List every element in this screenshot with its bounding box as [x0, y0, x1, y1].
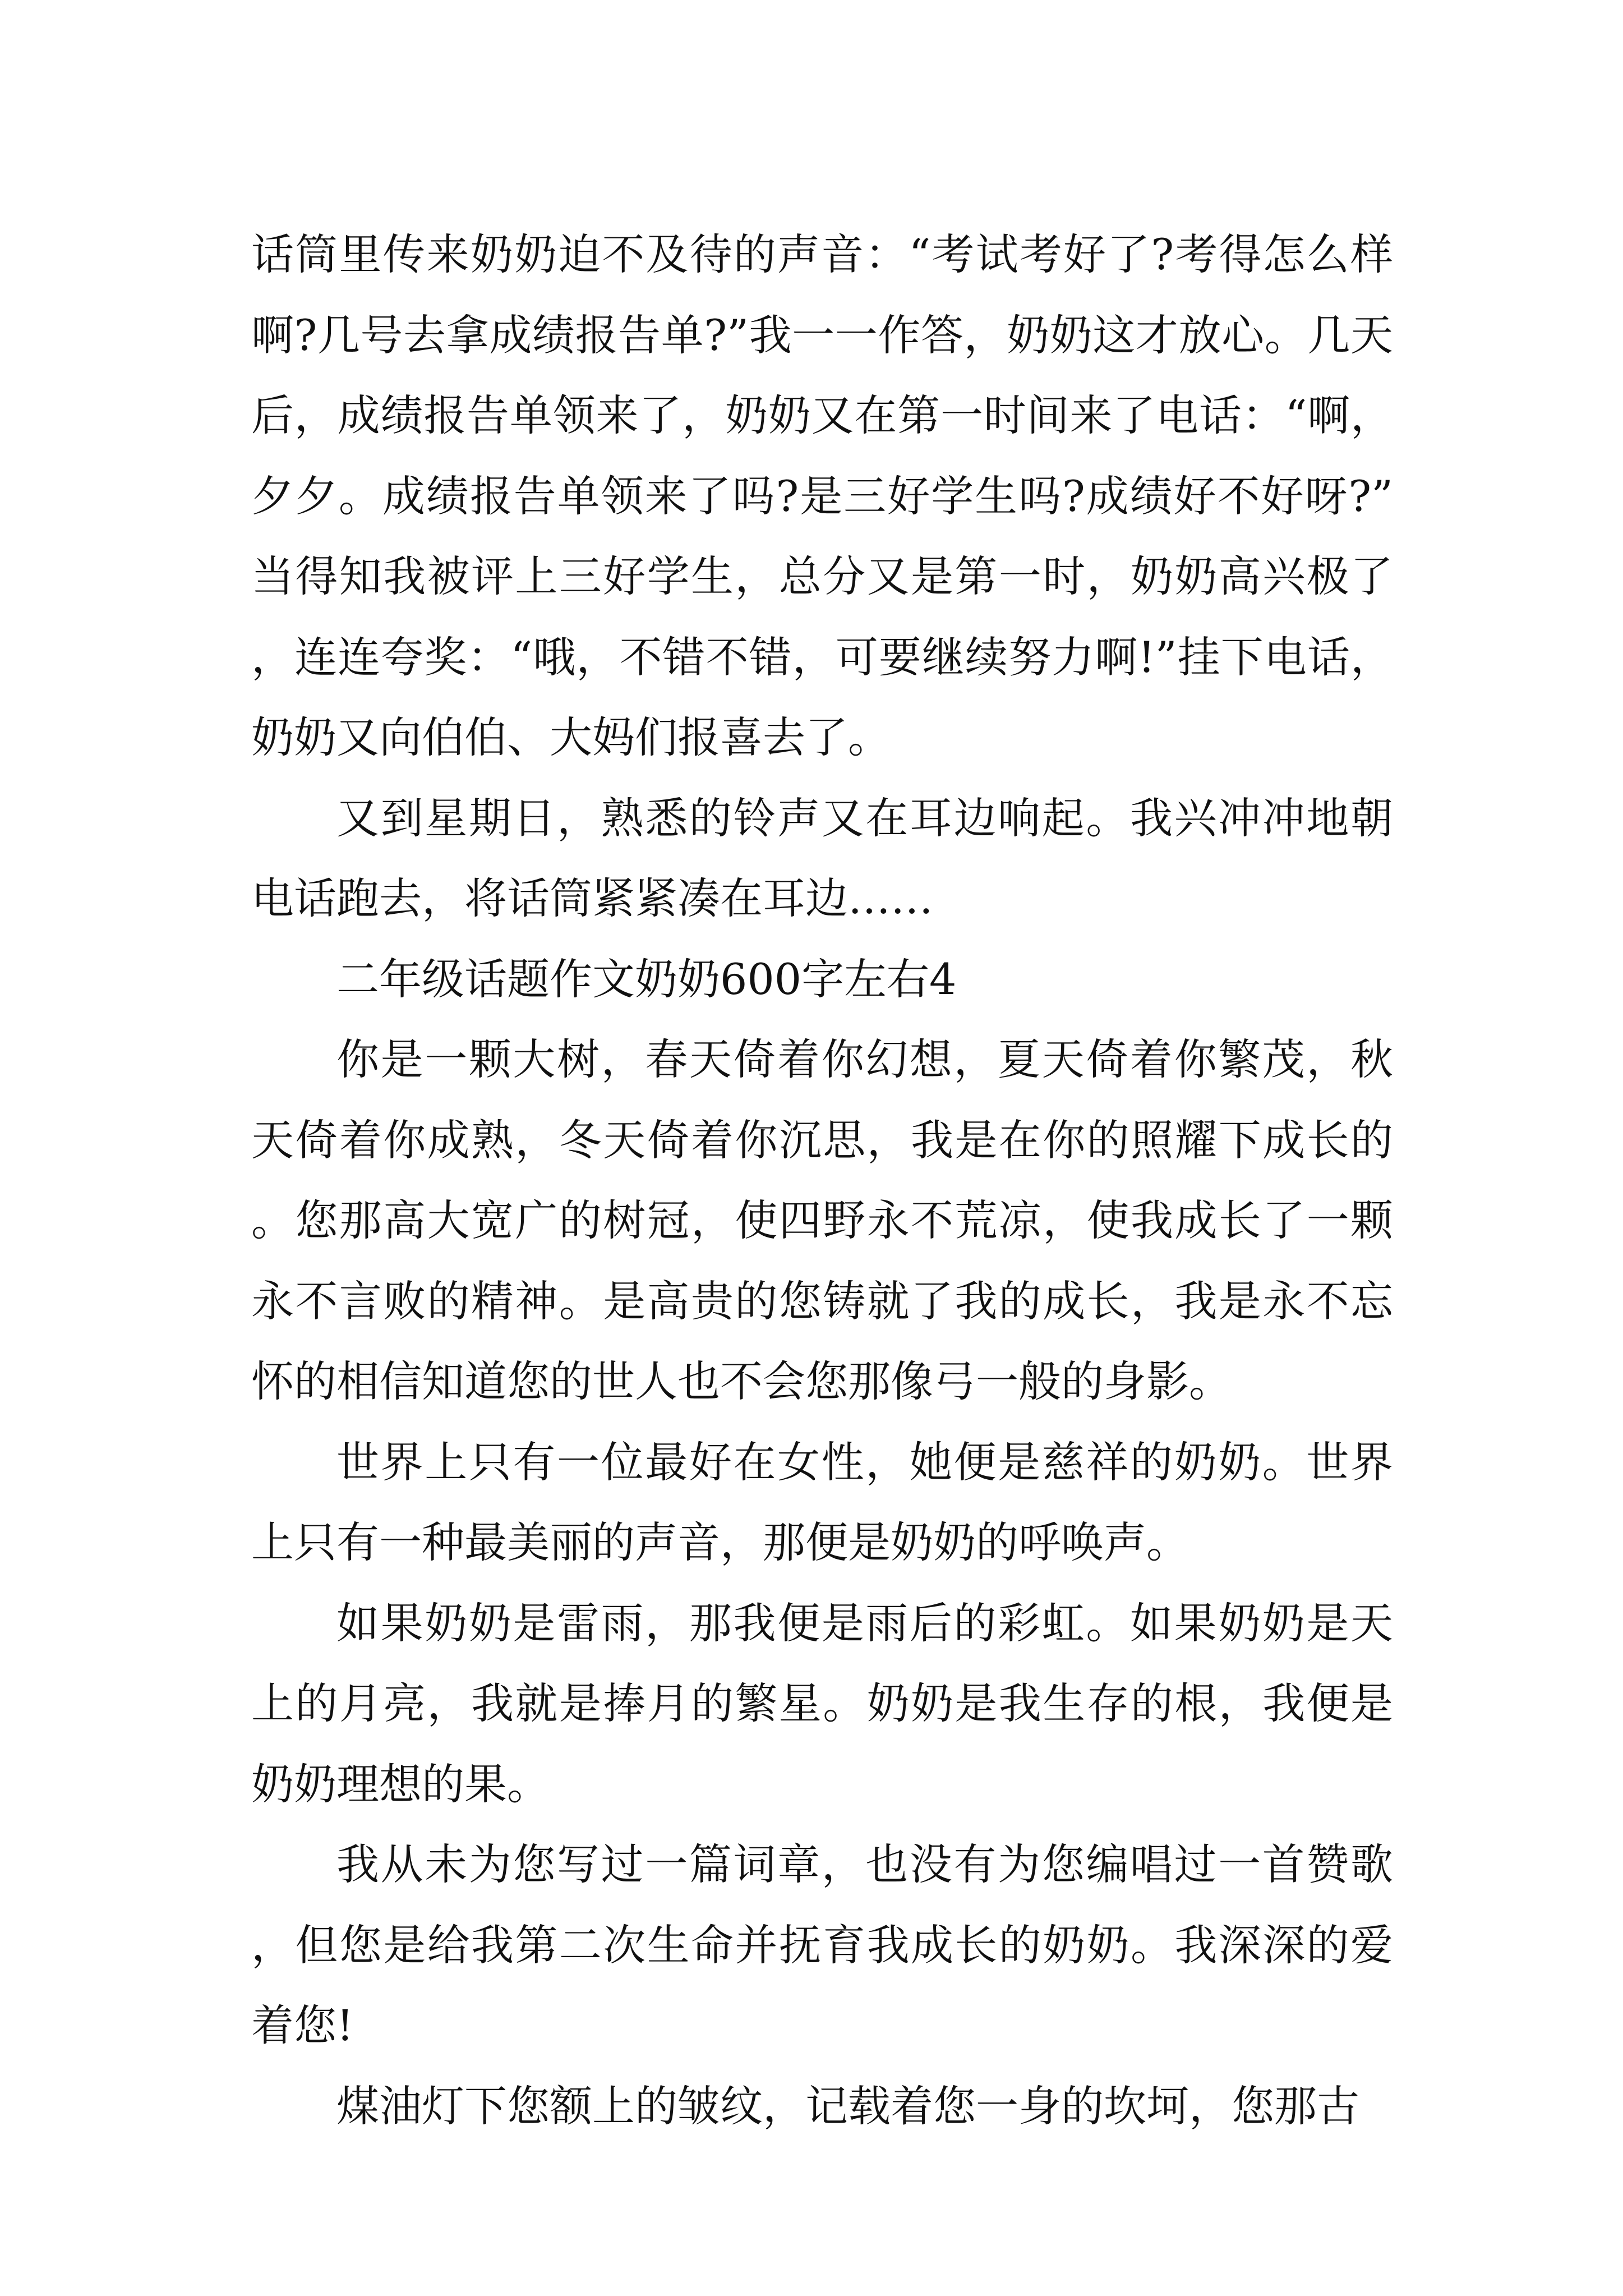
document-body: [251, 214, 1393, 2146]
paragraph-big-tree: 你是一颗大树，春天倚着你幻想，夏天倚着你繁茂，秋天倚着你成熟，冬天倚着你沉思，我是在你的照耀下成长的。您那高大宽广的树冠，使四野永不荒凉，使我成长了一颗永不言败的精神。是高贵的您铸就了我的成长，我是永不忘怀的相信知道您的世人也不会您那像弓一般的身影。: [251, 1034, 1393, 1406]
paragraph-deep-love: 我从未为您写过一篇词章，也没有为您编唱过一首赞歌，但您是给我第二次生命并抚育我成长的奶奶。我深深的爱着您!: [251, 1839, 1393, 2050]
paragraph-sunday-ring: 又到星期日，熟悉的铃声又在耳边响起。我兴冲冲地朝电话跑去，将话筒紧紧凑在耳边……: [251, 793, 1393, 923]
paragraph-kind-grandma: 世界上只有一位最好在女性，她便是慈祥的奶奶。世界上只有一种最美丽的声音，那便是奶奶的呼唤声。: [251, 1437, 1393, 1567]
paragraph-phone-call: 话筒里传来奶奶迫不及待的声音：“考试考好了?考得怎么样啊?几号去拿成绩报告单?”我一一作答，奶奶这才放心。几天后，成绩报告单领来了，奶奶又在第一时间来了电话：“啊，夕夕。成绩报告单领来了吗?是三好学生吗?成绩好不好呀?”当得知我被评上三好学生，总分又是第一时，奶奶高兴极了，连连夸奖：“哦，不错不错，可要继续努力啊!”挂下电话，奶奶又向伯伯、大妈们报喜去了。: [251, 229, 1393, 762]
paragraph-rainbow: 如果奶奶是雷雨，那我便是雨后的彩虹。如果奶奶是天上的月亮，我就是捧月的繁星。奶奶是我生存的根，我便是奶奶理想的果。: [251, 1598, 1393, 1809]
essay-title: 二年级话题作文奶奶600字左右4: [336, 954, 957, 1004]
paragraph-oil-lamp: 煤油灯下您额上的皱纹，记载着您一身的坎坷，您那古: [336, 2081, 1359, 2131]
